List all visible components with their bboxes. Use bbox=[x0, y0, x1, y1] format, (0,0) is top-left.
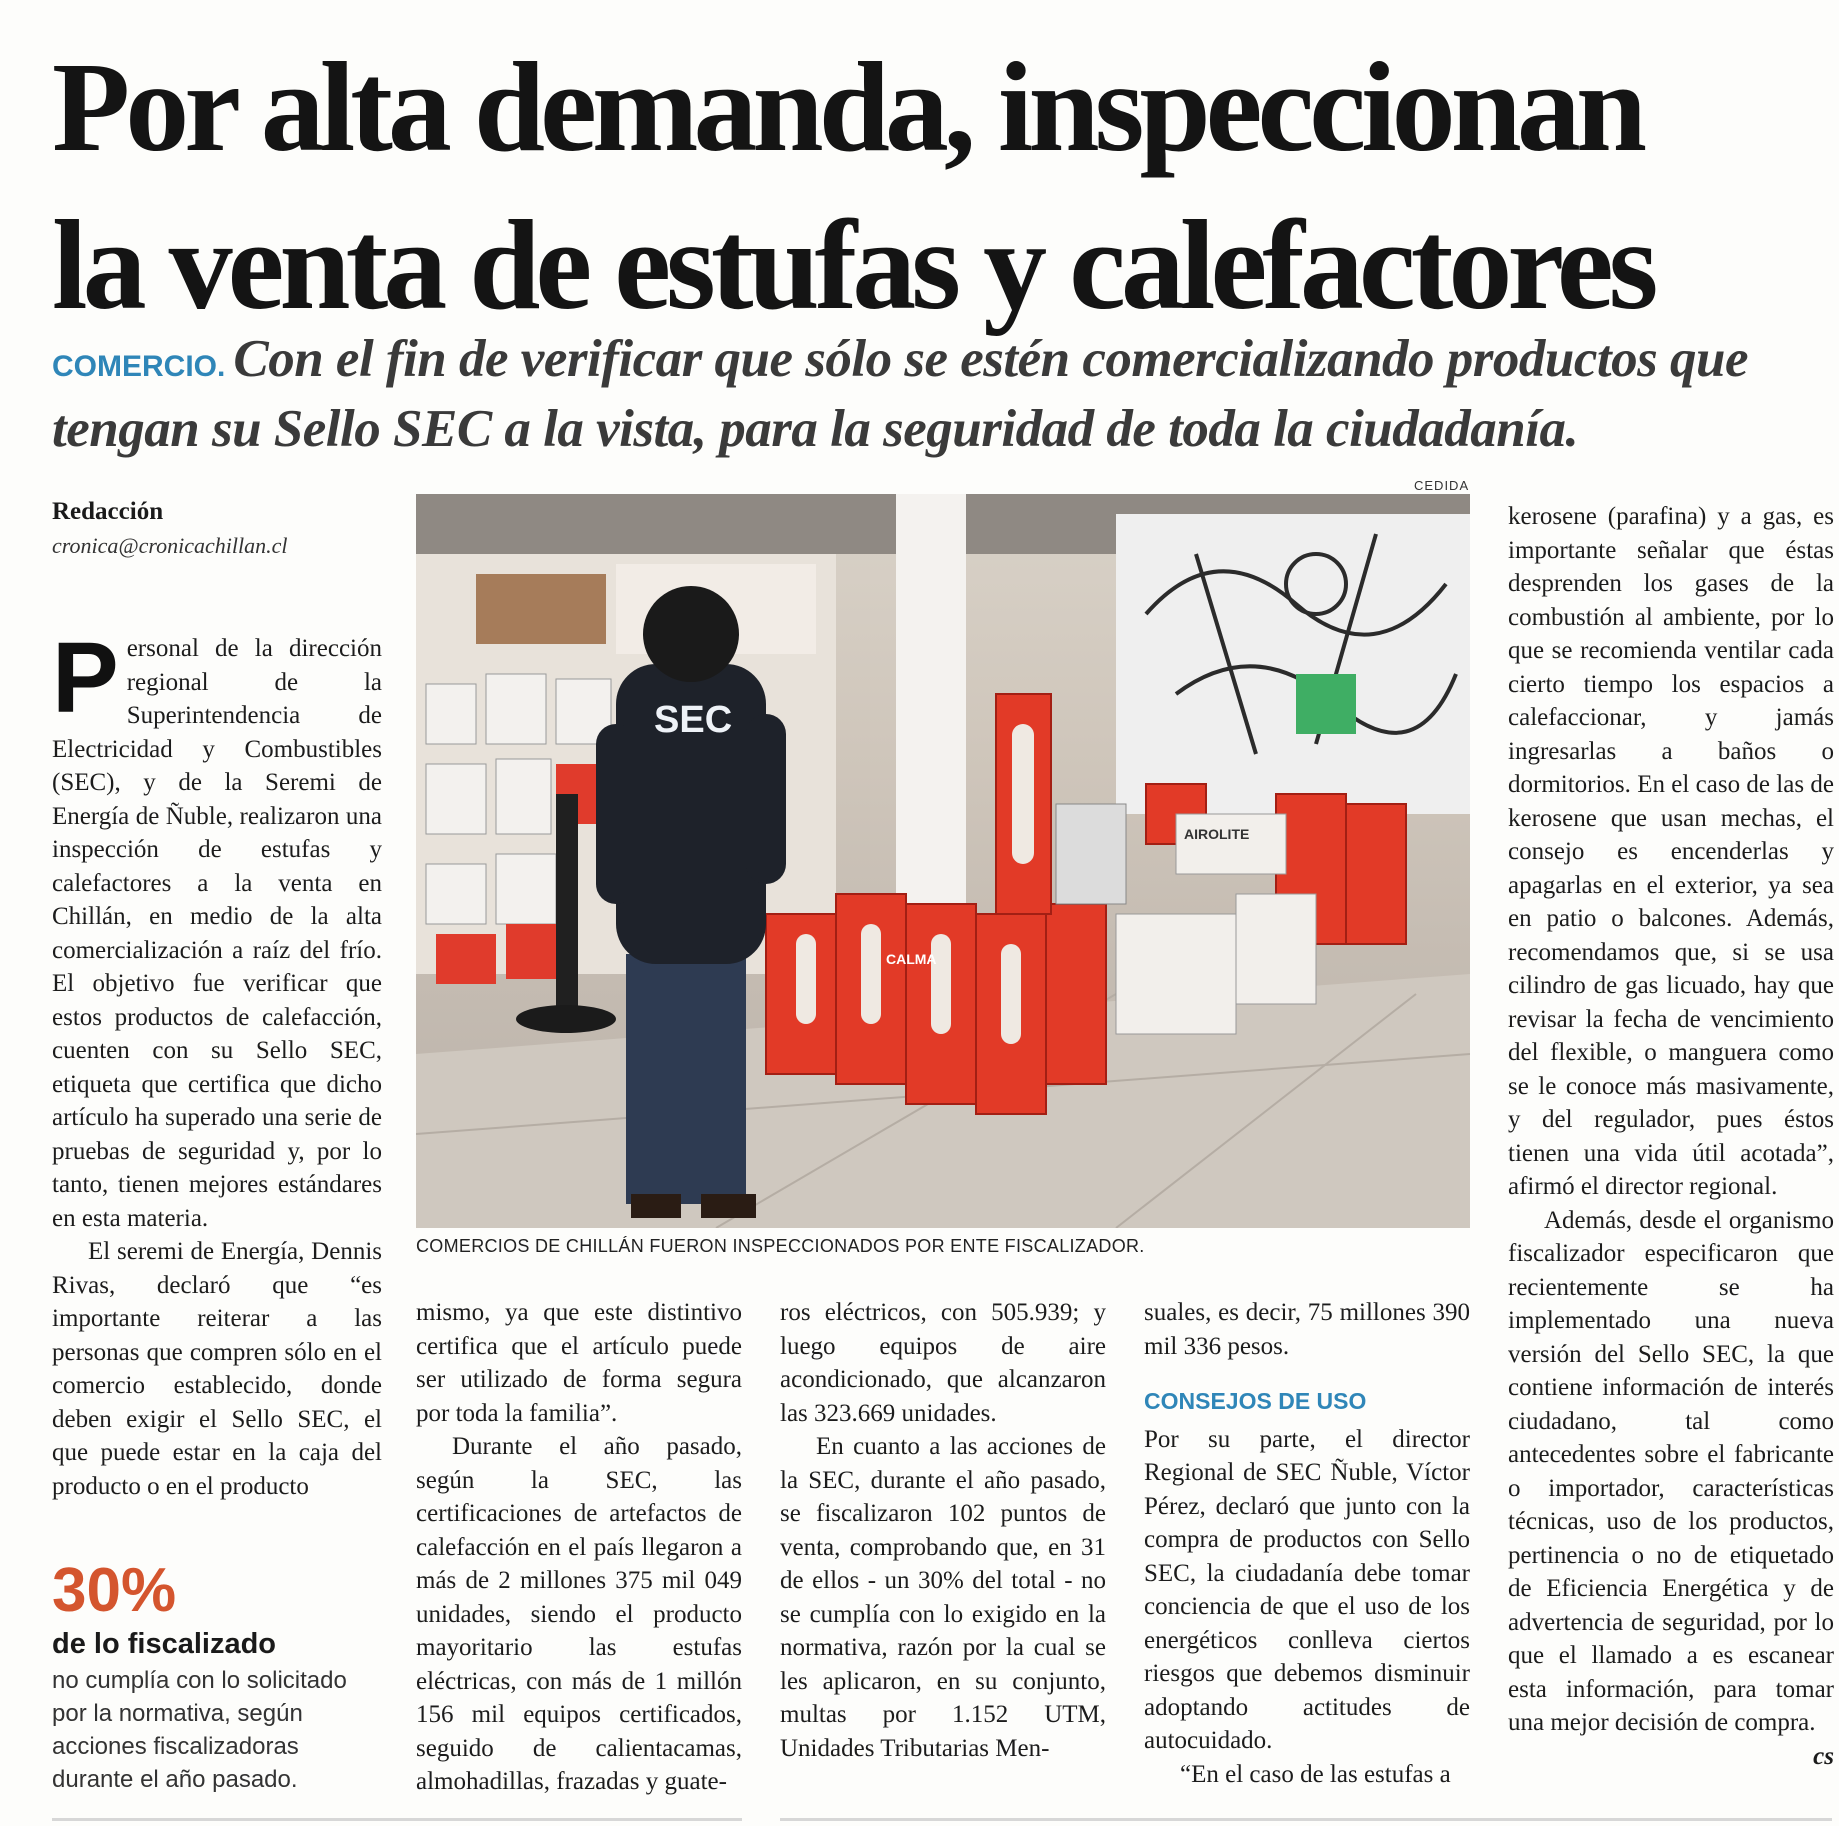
stat-title: de lo fiscalizado bbox=[52, 1628, 276, 1660]
end-mark: cs bbox=[1813, 1742, 1834, 1770]
photo-caption: COMERCIOS DE CHILLÁN FUERON INSPECCIONADOS POR ENTE FISCALIZADOR. bbox=[416, 1236, 1145, 1256]
bottom-rule bbox=[52, 1818, 742, 1821]
article-paragraph: mismo, ya que este distintivo certifica que el artículo puede ser utilizado de forma segura por toda la familia”. bbox=[416, 1299, 742, 1427]
article-paragraph: El seremi de Energía, Dennis Rivas, declaró que “es importante reiterar a las personas que compren sólo en el comercio establecido, donde deben exigir el Sello SEC, el que puede estar en la caja del producto o en el producto bbox=[52, 1238, 382, 1500]
article-column-5 bbox=[1508, 500, 1834, 1773]
article-paragraph: “En el caso de las estufas a bbox=[1180, 1760, 1451, 1788]
paragraph-text: Además, desde el organismo fiscalizador especificaron que recientemente se ha implementado una nueva versión del Sello SEC, la que contiene información de interés ciudadano, tal como antecedentes sobre el fabricante o importador, características técnicas, uso de los productos, pertinencia o no de etiquetado de Eficiencia Energética y de advertencia de seguridad, por lo que el llamado a es escanear esta información, para tomar una mejor decisión de compra. bbox=[1508, 1206, 1834, 1736]
article-paragraph bbox=[1508, 1204, 1834, 1770]
article-column-1 bbox=[52, 622, 382, 1503]
jacket-logo-text: SEC bbox=[654, 699, 733, 741]
stat-description: no cumplía con lo solicitado por la normativa, según acciones fiscalizadoras durante el año pasado. bbox=[52, 1667, 347, 1793]
byline-email: cronica@cronicachillan.cl bbox=[52, 533, 288, 558]
store-scene-illustration bbox=[416, 494, 1470, 1228]
box-brand-label: CALMA bbox=[886, 951, 937, 967]
subhead-line-1 bbox=[52, 328, 1832, 398]
section-kicker: COMERCIO. bbox=[52, 350, 226, 383]
article-paragraph: kerosene (parafina) y a gas, es importante señalar que éstas desprenden los gases de la combustión al ambiente, por lo que se recomienda ventilar cada cierto tiempo los espacios a calefaccionar, y jamás ingresarlas a baños o dormitorios. En el caso de las de kerosene que usan mechas, el consejo es encenderlas y apagarlas en el exterior, ya sea en patio o balcones. Además, recomendamos que, si se usa cilindro de gas licuado, hay que revisar la fecha de vencimiento del flexible, o manguera como se le conoce más masivamente, y del regulador, pues éstos tienen una vida útil acotada”, afirmó el director regional. bbox=[1508, 503, 1834, 1200]
article-paragraph: Por su parte, el director Regional de SEC Ñuble, Víctor Pérez, declaró que junto con la compra de productos con Sello SEC, la ciudadanía debe tomar conciencia de que el uso de los energéticos conlleva ciertos riesgos que debemos disminuir adoptando actitudes de autocuidado. bbox=[1144, 1425, 1470, 1754]
article-column-4 bbox=[1144, 1296, 1470, 1791]
subhead-text-1: Con el fin de verificar que sólo se estén comercializando productos que bbox=[233, 330, 1749, 388]
article-paragraph: ros eléctricos, con 505.939; y luego equipos de aire acondicionado, que alcanzaron las 323.669 unidades. bbox=[780, 1299, 1106, 1427]
bottom-rule bbox=[780, 1818, 1832, 1821]
drop-cap: P bbox=[52, 622, 119, 734]
paragraph-text: ersonal de la dirección regional de la Superintendencia de Electricidad y Combustibles (SEC), y de la Seremi de Energía de Ñuble, realizaron una inspección de estufas y calefactores a la venta en Chillán, en medio de la alta comercialización a raíz del frío. El objetivo fue verificar que estos productos de calefacción, cuenten con su Sello SEC, etiqueta que certifica que dicho artículo ha superado una serie de pruebas de seguridad y, por lo tanto, tienen mejores estándares en esta materia. bbox=[52, 635, 382, 1232]
article-paragraph: En cuanto a las acciones de la SEC, durante el año pasado, se fiscalizaron 102 puntos de venta, comprobando que, en 31 de ellos - un 30% del total - no se cumplía con lo exigido en la normativa, razón por la cual se les aplicaron, en su conjunto, multas por 1.152 UTM, Unidades Tributarias Men- bbox=[780, 1433, 1106, 1762]
article-paragraph bbox=[52, 622, 382, 1235]
article-photo bbox=[416, 494, 1470, 1228]
article-column-3 bbox=[780, 1296, 1106, 1765]
stat-value: 30% bbox=[52, 1556, 177, 1625]
article-column-2 bbox=[416, 1296, 742, 1799]
headline-line-2: la venta de estufas y calefactores bbox=[52, 194, 1654, 336]
byline-author: Redacción bbox=[52, 498, 164, 525]
photo-credit: CEDIDA bbox=[1414, 478, 1470, 493]
headline bbox=[52, 28, 1832, 344]
subhead-line-2: tengan su Sello SEC a la vista, para la seguridad de toda la ciudadanía. bbox=[52, 400, 1579, 458]
article-paragraph: suales, es decir, 75 millones 390 mil 336 pesos. bbox=[1144, 1299, 1470, 1360]
headline-line-1: Por alta demanda, inspeccionan bbox=[52, 36, 1642, 178]
box-brand-label-2: AIROLITE bbox=[1184, 826, 1250, 842]
section-heading: CONSEJOS DE USO bbox=[1144, 1388, 1367, 1414]
article-paragraph: Durante el año pasado, según la SEC, las certificaciones de artefactos de calefacción en el país llegaron a más de 2 millones 375 mil 049 unidades, siendo el producto mayoritario las estufas eléctricas, con más de 1 millón 156 mil equipos certificados, seguido de calientacamas, almohadillas, frazadas y guate- bbox=[416, 1433, 742, 1795]
subhead bbox=[52, 328, 1832, 460]
